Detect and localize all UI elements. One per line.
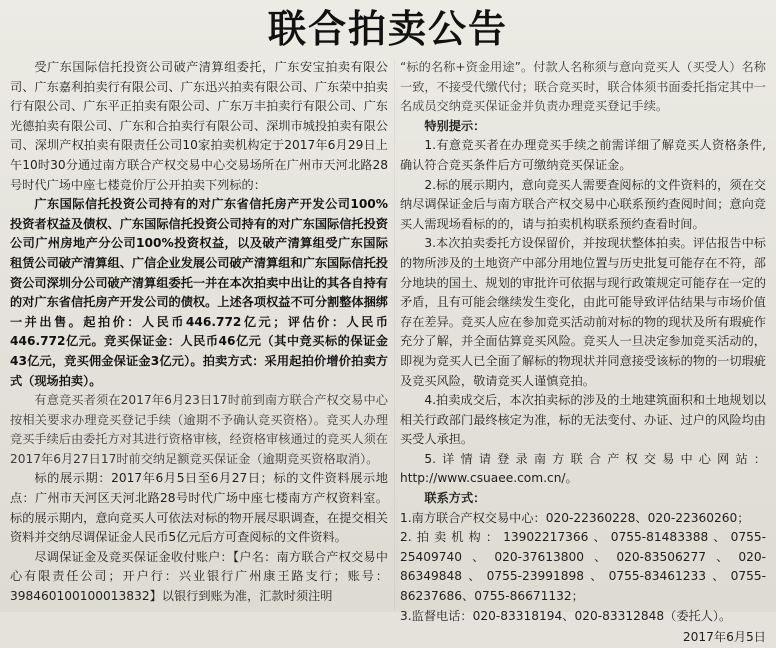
contact-item-2: 2.拍卖机构：13902217366、0755-81483388、0755-25409740、020-37613800、020-83506277、020-86349848、0755-23991898、0755-83461233、0755-86237686、0755-86671132； [400,530,766,604]
account-paragraph: 尽调保证金及竞买保证金收付账户：【户名：南方联合产权交易中心有限责任公司；开户行：兴业银行广州康王路支行；账号：398460100100013832】以银行到账为准，汇款时须注明 [10,549,388,604]
subject-paragraph: 广东国际信托投资公司持有的对广东省信托房产开发公司100%投资者权益及债权、广东国际信托投资公司持有的对广东国际信托投资公司广州房地产分公司100%投资权益，以及破产清算组受广东国际租赁公司破产清算组、广信企业发展公司破产清算组和广东国际信托投资公司深圳分公司破产清算组委托一并在本次拍卖中出让的其各自持有的对广东省信托房产开发公司的债权。上述各项权益不可分割整体捆绑一并出售。起拍价：人民币446.772亿元；评估价：人民币446.772亿元。竞买保证金：人民币46亿元（其中竞买标的保证金43亿元，竞买佣金保证金3亿元）。拍卖方式：采用起拍价增价拍卖方式（现场拍卖）。 [10,197,388,388]
contact-item-3: 3.监督电话：020-83318194、020-83312848（委托人）。 [400,608,732,623]
intro-paragraph: 受广东国际信托投资公司破产清算组委托，广东安宝拍卖有限公司、广东嘉利拍卖行有限公司、广东迅兴拍卖有限公司、广东荣中拍卖行有限公司、广东平正拍卖有限公司、广东万丰拍卖行有限公司、广东光德拍卖有限公司、广东和合拍卖行有限公司、深圳市城投拍卖有限公司、深圳产权拍卖有限责任公司10家拍卖机构定于2017年6月29日上午10时30分通过南方联合产权交易中心交易场所在广州市天河北路28号时代广场中座七楼竞价厅公开拍卖下列标的： [10,60,388,192]
contact-heading: 联系方式： [424,491,486,506]
contact-item-1: 1.南方联合产权交易中心：020-22360228、020-22360260； [400,510,750,525]
registration-paragraph: 有意竞买者须在2017年6月23日17时前到南方联合产权交易中心按相关要求办理竞买登记手续（逾期不予确认竞买资格）。竞买人办理竞买手续后由委托方对其进行资格审核，经资格审核通过的竞买人须在2017年6月27日17时前交纳足额竞买保证金（逾期竞买资格取消）。 [10,393,388,466]
notice-item-5: 5.详情请登录南方联合产权交易中心网站：http://www.csuaee.com.cn/。 [400,451,766,486]
notice-item-4: 4.拍卖成交后，本次拍卖标的涉及的土地建筑面积和土地规划以相关行政部门最终核定为准，标的无法变付、办证、过户的风险均由买受人承担。 [400,393,766,447]
exhibition-paragraph: 标的展示期：2017年6月5日至6月27日；标的文件资料展示地点：广州市天河区天河北路28号时代广场中座七楼南方产权资料室。标的展示期内，意向竞买人可依法对标的物开展尽职调查，在提交相关资料并交纳尽调保证金人民币5亿元后方可查阅标的文件资料。 [10,471,388,545]
notice-item-1: 1.有意竞买者在办理竞买手续之前需详细了解竞买人资格条件,确认符合竞买条件后方可缴纳竞买保证金。 [400,138,766,172]
left-column [10,58,388,607]
notice-item-2: 2.标的展示期内，意向竞买人需要查阅标的文件资料的，须在交纳尽调保证金后与南方联合产权交易中心联系预约查阅时间；意向竞买人需现场看标的的，请与拍卖机构联系预约查看时间。 [400,177,766,231]
notice-item-3: 3.本次拍卖委托方设保留价，并按现状整体拍卖。评估报告中标的物所涉及的土地资产中部分用地位置与历史批复可能存在不符，部分地块的国土、规划的审批许可依据与现行政策规定可能存在一定的矛盾，且有可能会继续发生变化，由此可能导致评估结果与市场价值存在差异。竞买人应在参加竞买活动前对标的物的现状及所有瑕疵作充分了解，并全面估算竞买风险。竞买人一旦决定参加竞买活动的，即视为竞买人已全面了解标的物现状并同意接受该标的物的一切瑕疵及竞买风险，敬请竞买人谨慎竞拍。 [400,236,766,388]
column-divider [394,60,395,610]
right-column [400,58,766,648]
publication-date: 2017年6月5日 [682,630,766,645]
account-continuation: “标的名称+资金用途”。付款人名称须与意向竞买人（买受人）名称一致，不接受代缴代付；联合竞买时，联合体须书面委托指定其中一名成员交纳竞买保证金并负责办理竞买登记手续。 [400,60,766,114]
announcement-title: 联合拍卖公告 [267,6,508,51]
special-notice-heading: 特别提示： [424,118,486,133]
